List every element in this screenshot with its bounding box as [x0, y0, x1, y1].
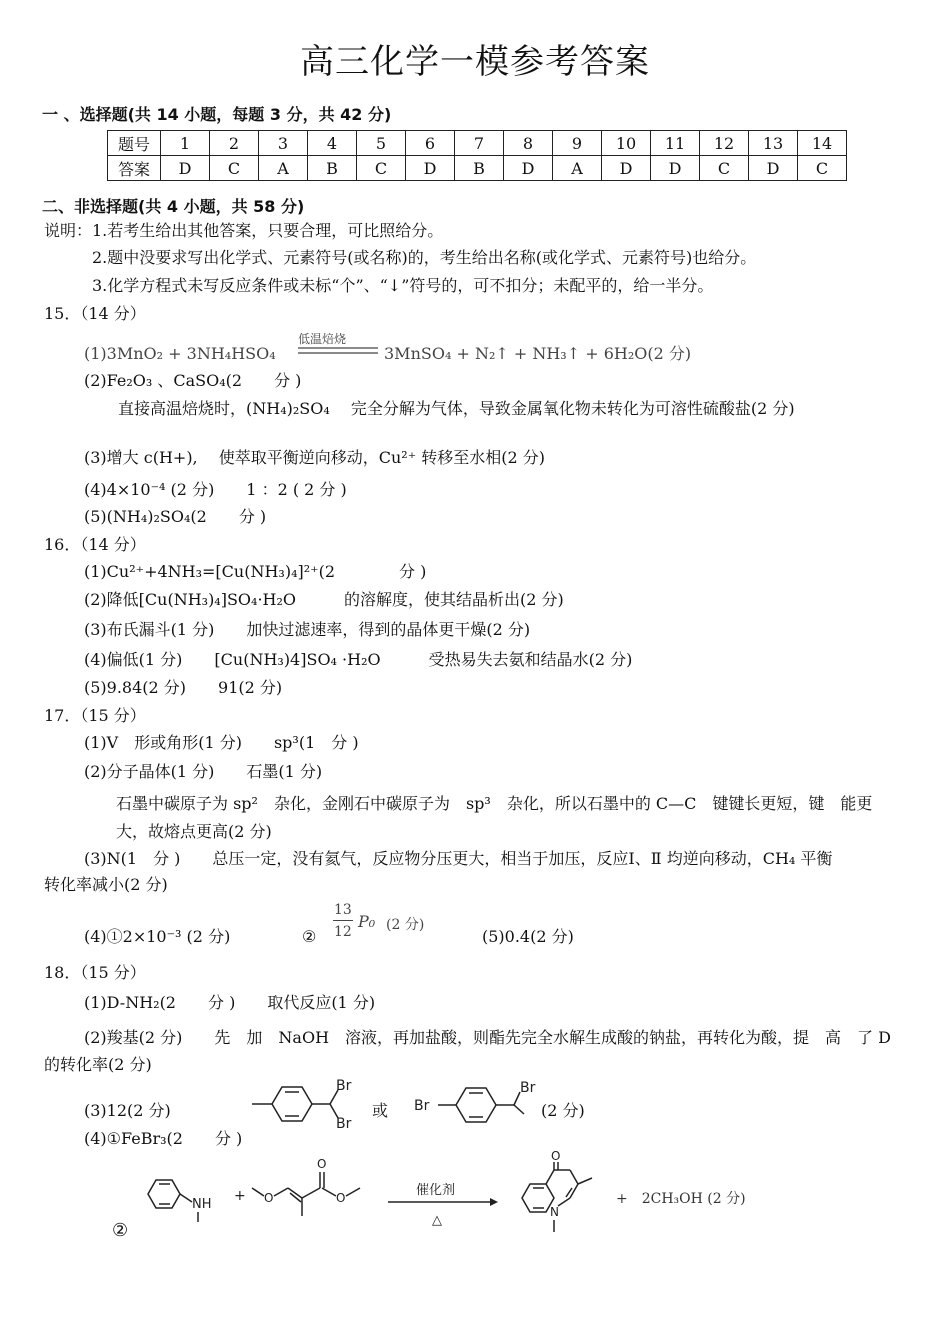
- table-header-number: 题号: [108, 131, 161, 156]
- table-cell: 12: [700, 131, 749, 156]
- bromine-label: Br: [520, 1080, 536, 1096]
- q18-answer-4-part-2-mark: ②: [112, 1220, 129, 1241]
- table-cell: 7: [455, 131, 504, 156]
- table-cell: C: [798, 156, 847, 181]
- table-cell: D: [602, 156, 651, 181]
- table-cell: C: [357, 156, 406, 181]
- page-title: 高三化学一模参考答案: [300, 42, 650, 82]
- q17-heading: 17．（15 分）: [44, 706, 146, 725]
- equilibrium-equals-sign: [298, 346, 378, 356]
- table-header-answer: 答案: [108, 156, 161, 181]
- catalyst-label: 催化剂: [416, 1183, 456, 1198]
- bromine-label: Br: [336, 1078, 352, 1094]
- q16-heading: 16．（14 分）: [44, 535, 146, 554]
- q18-answer-2: (2)羧基(2 分) 先 加 NaOH 溶液，再加盐酸，则酯先完全水解生成酸的钠盐，再转化为酸，提 高 了 D 的转化率(2 分): [44, 1028, 891, 1074]
- q18-answer-3-score: (2 分): [541, 1101, 585, 1120]
- fraction-bar: [333, 920, 353, 921]
- q15-answer-2-explanation: 直接高温焙烧时，(NH₄)₂SO₄ 完全分解为气体，导致金属氧化物未转化为可溶性硫酸盐(2 分): [118, 399, 795, 418]
- table-cell: C: [700, 156, 749, 181]
- q17-answer-4-part-2-mark: ②: [302, 927, 317, 946]
- q16-answer-5: (5)9.84(2 分) 91(2 分): [84, 678, 283, 697]
- table-cell: D: [504, 156, 553, 181]
- pressure-variable: P₀: [358, 912, 376, 931]
- note-3: 3.化学方程式未写反应条件或未标“个”、“↓”符号的，可不扣分；未配平的，给一半分。: [92, 276, 714, 295]
- q17-answer-4-part-1: (4)①2×10⁻³ (2 分): [84, 927, 231, 946]
- q15-answer-3: (3)增大 c(H+), 使萃取平衡逆向移动，Cu²⁺ 转移至水相(2 分): [84, 448, 545, 467]
- table-cell: A: [553, 156, 602, 181]
- amine-label: NH: [192, 1197, 212, 1212]
- q16-answer-4: (4)偏低(1 分) [Cu(NH₃)4]SO₄ ·H₂O 受热易失去氨和结晶水(2 分): [84, 650, 633, 669]
- plus-sign: +: [234, 1188, 246, 1204]
- q17-answer-3: (3)N(1 分 ) 总压一定，没有氦气，反应物分压更大，相当于加压，反应Ⅰ、Ⅱ 均逆向移动，CH₄ 平衡转化率减小(2 分): [44, 849, 833, 894]
- table-cell: B: [455, 156, 504, 181]
- q15-answer-5: (5)(NH₄)₂SO₄(2 分 ): [84, 507, 267, 526]
- table-cell: 1: [161, 131, 210, 156]
- bromine-label: Br: [336, 1116, 352, 1130]
- quinolone-structure: [522, 1150, 592, 1232]
- section-2-heading: 二、非选择题(共 4 小题，共 58 分): [42, 197, 305, 216]
- q17-answer-1: (1)V 形或角形(1 分) sp³(1 分 ): [84, 733, 359, 752]
- table-cell: C: [210, 156, 259, 181]
- reaction-scheme: [140, 1150, 610, 1240]
- q18-answer-1: (1)D-NH₂(2 分 ) 取代反应(1 分): [84, 993, 376, 1012]
- table-cell: 8: [504, 131, 553, 156]
- table-cell: D: [406, 156, 455, 181]
- q18-answer-3: (3)12(2 分): [84, 1101, 171, 1120]
- q17-answer-2: (2)分子晶体(1 分) 石墨(1 分): [84, 762, 323, 781]
- table-cell: D: [749, 156, 798, 181]
- table-cell: 6: [406, 131, 455, 156]
- oxygen-label: O: [317, 1157, 327, 1171]
- q18-answer-4: (4)①FeBr₃(2 分 ): [84, 1129, 243, 1148]
- q17-answer-5: (5)0.4(2 分): [482, 927, 574, 946]
- oxygen-label: O: [264, 1191, 274, 1205]
- answer-table: [107, 130, 847, 181]
- q18-heading: 18．（15 分）: [44, 963, 146, 982]
- q15-answer-1-left: (1)3MnO₂ + 3NH₄HSO₄: [84, 344, 276, 363]
- table-row-answers: [108, 156, 847, 181]
- q15-answer-2: (2)Fe₂O₃ 、CaSO₄(2 分 ): [84, 371, 302, 390]
- fraction-numerator: 13: [334, 902, 352, 918]
- q15-answer-1-right: 3MnSO₄ + N₂↑ + NH₃↑ + 6H₂O(2 分): [384, 344, 692, 363]
- table-cell: 4: [308, 131, 357, 156]
- or-label: 或: [372, 1101, 389, 1120]
- bromine-label: Br: [414, 1098, 430, 1114]
- table-row-numbers: [108, 131, 847, 156]
- oxygen-label: O: [551, 1150, 561, 1163]
- table-cell: 9: [553, 131, 602, 156]
- oxygen-label: O: [336, 1191, 346, 1205]
- table-cell: B: [308, 156, 357, 181]
- q16-answer-1: (1)Cu²⁺+4NH₃=[Cu(NH₃)₄]²⁺(2 分 ): [84, 562, 427, 581]
- table-cell: 10: [602, 131, 651, 156]
- table-cell: D: [651, 156, 700, 181]
- table-cell: 14: [798, 131, 847, 156]
- q17-answer-4-part-2-score: (2 分): [386, 917, 425, 933]
- structure-dibromide-2: [412, 1074, 547, 1130]
- n-methylaniline-structure: [148, 1180, 212, 1222]
- table-cell: D: [161, 156, 210, 181]
- table-cell: 11: [651, 131, 700, 156]
- nitrogen-label: N: [550, 1205, 559, 1219]
- q15-reaction-condition: 低温焙烧: [298, 332, 347, 346]
- q17-answer-2-explanation: 石墨中碳原子为 sp² 杂化，金刚石中碳原子为 sp³ 杂化，所以石墨中的 C—C 键键长更短，键 能更大，故熔点更高(2 分): [116, 794, 873, 841]
- byproduct-methanol: + 2CH₃OH (2 分): [616, 1191, 746, 1207]
- table-cell: 13: [749, 131, 798, 156]
- note-1: 说明：1.若考生给出其他答案，只要合理，可比照给分。: [44, 221, 444, 240]
- note-2: 2.题中没要求写出化学式、元素符号(或名称)的，考生给出名称(或化学式、元素符号)也给分。: [92, 248, 757, 267]
- q15-heading: 15．（14 分）: [44, 304, 146, 323]
- q16-answer-3: (3)布氏漏斗(1 分) 加快过滤速率，得到的晶体更干燥(2 分): [84, 620, 531, 639]
- arrow-head: [490, 1198, 498, 1206]
- q15-answer-4: (4)4×10⁻⁴ (2 分) 1 ：2 ( 2 分 ): [84, 480, 347, 499]
- ester-structure: [252, 1157, 360, 1216]
- table-cell: A: [259, 156, 308, 181]
- table-cell: 2: [210, 131, 259, 156]
- section-1-heading: 一 、选择题(共 14 小题，每题 3 分，共 42 分): [42, 105, 392, 124]
- heat-label: △: [432, 1213, 442, 1228]
- table-cell: 5: [357, 131, 406, 156]
- fraction-denominator: 12: [334, 924, 352, 940]
- q16-answer-2: (2)降低[Cu(NH₃)₄]SO₄·H₂O 的溶解度，使其结晶析出(2 分): [84, 590, 564, 609]
- table-cell: 3: [259, 131, 308, 156]
- structure-dibromide-1: [250, 1074, 360, 1130]
